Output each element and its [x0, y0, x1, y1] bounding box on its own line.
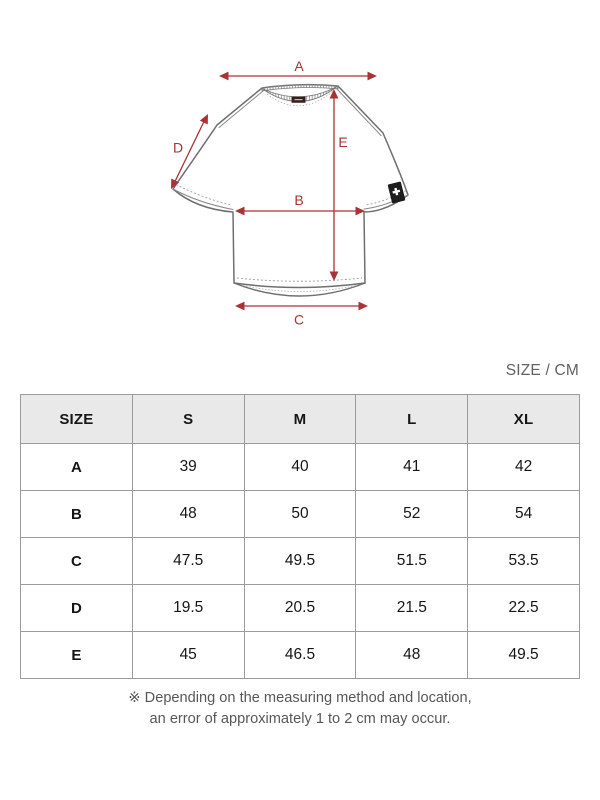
measurement-disclaimer	[0, 688, 600, 730]
cell-value: 21.5	[356, 585, 468, 632]
header-cell-size: SIZE	[21, 395, 133, 444]
row-label: B	[21, 491, 133, 538]
table-row-a	[21, 444, 580, 491]
cell-value: 46.5	[244, 632, 356, 679]
cell-value: 41	[356, 444, 468, 491]
cell-value: 54	[468, 491, 580, 538]
cell-value: 49.5	[468, 632, 580, 679]
tshirt-diagram-svg	[0, 0, 600, 358]
cell-value: 48	[356, 632, 468, 679]
measure-label-c: C	[293, 311, 305, 328]
disclaimer-line-2: an error of approximately 1 to 2 cm may occur.	[149, 711, 451, 727]
cell-value: 50	[244, 491, 356, 538]
row-label: C	[21, 538, 133, 585]
cell-value: 47.5	[132, 538, 244, 585]
cell-value: 42	[468, 444, 580, 491]
measure-arrow-c	[235, 302, 368, 311]
cell-value: 19.5	[132, 585, 244, 632]
cell-value: 22.5	[468, 585, 580, 632]
header-cell-l: L	[356, 395, 468, 444]
measure-label-b: B	[294, 192, 304, 208]
measure-label-d: D	[172, 139, 184, 156]
cell-value: 52	[356, 491, 468, 538]
cell-value: 49.5	[244, 538, 356, 585]
table-row-b	[21, 491, 580, 538]
cell-value: 40	[244, 444, 356, 491]
measure-label-a: A	[294, 58, 304, 74]
cell-value: 51.5	[356, 538, 468, 585]
row-label: E	[21, 632, 133, 679]
collar-brand-label	[292, 97, 306, 103]
header-cell-s: S	[132, 395, 244, 444]
cell-value: 45	[132, 632, 244, 679]
header-cell-m: M	[244, 395, 356, 444]
row-label: A	[21, 444, 133, 491]
disclaimer-line-1: ※ Depending on the measuring method and location,	[128, 690, 472, 706]
header-cell-xl: XL	[468, 395, 580, 444]
table-row-e	[21, 632, 580, 679]
row-label: D	[21, 585, 133, 632]
table-row-d	[21, 585, 580, 632]
measure-label-e: E	[338, 134, 348, 150]
size-unit-label: SIZE / CM	[505, 362, 579, 379]
size-table	[20, 394, 580, 679]
cell-value: 48	[132, 491, 244, 538]
cell-value: 53.5	[468, 538, 580, 585]
tshirt-measurement-diagram	[0, 0, 600, 358]
size-table-header-row	[21, 395, 580, 444]
cell-value: 20.5	[244, 585, 356, 632]
cell-value: 39	[132, 444, 244, 491]
table-row-c	[21, 538, 580, 585]
tshirt-outline	[173, 85, 408, 296]
